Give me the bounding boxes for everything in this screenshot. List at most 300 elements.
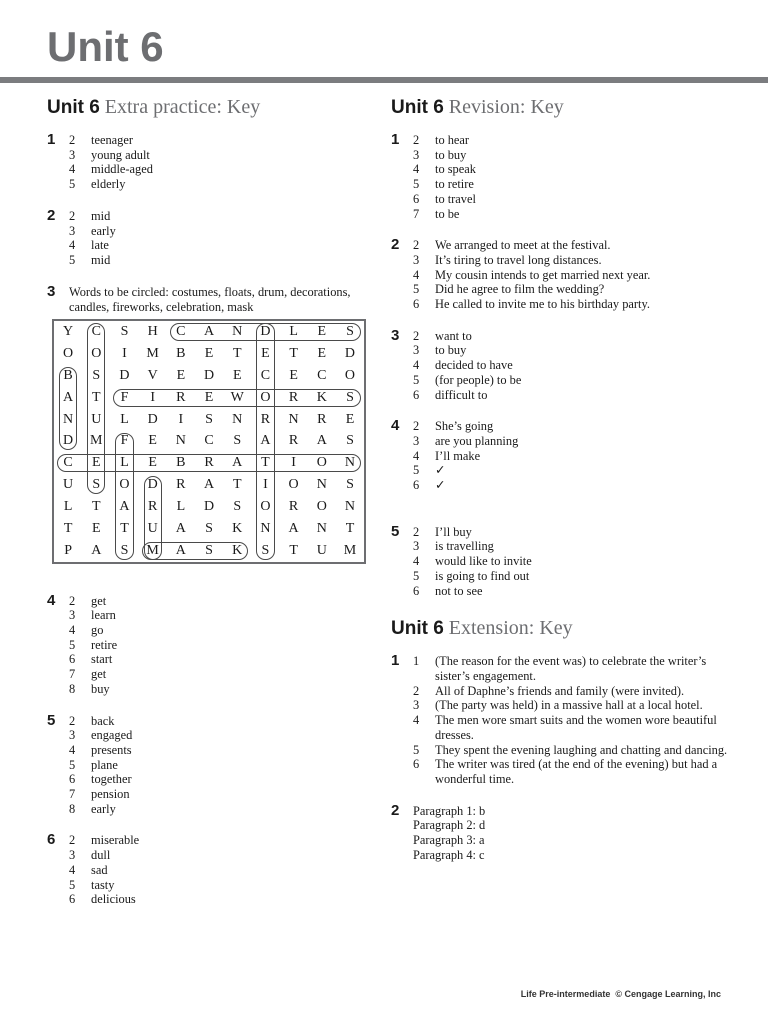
grid-letter: D	[147, 411, 158, 427]
answer-text: to travel	[435, 191, 476, 206]
answer-number: 5	[69, 757, 76, 772]
answer-item	[413, 654, 736, 683]
grid-letter: E	[289, 367, 298, 383]
answer-text: All of Daphne’s friends and family (were invited).	[435, 683, 685, 698]
grid-letter: I	[150, 389, 155, 405]
answer-number: 4	[69, 862, 76, 877]
answer-text: to be	[435, 206, 460, 221]
answer-item	[413, 207, 736, 222]
grid-letter: K	[316, 389, 327, 405]
answer-item	[413, 478, 736, 493]
revision-exercise-2: 2 2 We arranged to meet at the festival. 3 It’s tiring to travel long distances. 4 My cousin intends to get married next year. 5 Did he agree to film the wedding? 6 He called to invite me to his birthday party.	[391, 238, 736, 312]
answer-text: presents	[91, 742, 132, 757]
answer-text: would like to invite	[435, 554, 532, 569]
answer-item	[69, 682, 367, 697]
answer-number: 4	[413, 448, 420, 463]
grid-letter: O	[316, 455, 327, 471]
grid-letter: N	[63, 411, 74, 427]
grid-letter: N	[316, 477, 327, 493]
answer-text: buy	[91, 681, 110, 696]
grid-letter: E	[148, 433, 157, 449]
answer-text: My cousin intends to get married next year.	[435, 267, 651, 282]
answer-text: is travelling	[435, 539, 494, 554]
answer-number: 6	[413, 583, 420, 598]
answer-item	[413, 584, 736, 599]
answer-item	[69, 209, 367, 224]
answer-item	[69, 148, 367, 163]
grid-letter: V	[147, 367, 158, 383]
answer-item	[413, 434, 736, 449]
answer-text: It’s tiring to travel long distances.	[435, 252, 602, 267]
extra-exercise-2: 2 2 mid 3 early 4 late 5 mid	[47, 209, 367, 268]
answer-number: 2	[413, 133, 420, 147]
grid-letter: U	[63, 477, 74, 493]
extra-exercise-4: 4 2 get 3 learn 4 go 5 retire 6 start 7 get 8 buy	[47, 594, 367, 697]
answer-item	[413, 358, 736, 373]
grid-letter: L	[120, 455, 129, 471]
answer-number: 2	[413, 328, 420, 343]
grid-letter: F	[120, 433, 129, 449]
answer-number: 5	[69, 177, 76, 192]
answer-number: 4	[69, 742, 76, 757]
grid-letter: M	[146, 345, 159, 361]
answer-item	[413, 388, 736, 403]
grid-letter: P	[64, 542, 72, 558]
answer-item	[69, 802, 367, 817]
grid-letter: I	[178, 411, 184, 427]
answer-number: 6	[413, 478, 420, 493]
grid-letter: O	[63, 345, 74, 361]
extension-heading: Unit 6 Extension: Key	[391, 617, 573, 640]
answer-item	[413, 419, 736, 434]
answer-item	[69, 833, 367, 848]
answer-text: difficult to	[435, 387, 488, 402]
answer-number: 5	[413, 282, 420, 297]
grid-letter: I	[122, 345, 127, 361]
answer-text: decided to have	[435, 358, 513, 373]
grid-letter: S	[261, 542, 270, 558]
grid-letter: E	[345, 411, 355, 427]
answer-text: learn	[91, 608, 116, 623]
grid-letter: C	[317, 367, 327, 383]
grid-letter: A	[232, 455, 243, 471]
grid-letter: C	[260, 367, 271, 383]
grid-letter: H	[147, 323, 158, 339]
grid-letter: U	[91, 411, 102, 427]
grid-letter: D	[63, 433, 74, 449]
answer-text: pension	[91, 787, 130, 802]
answer-item	[413, 177, 736, 192]
answer-number: 7	[413, 206, 420, 221]
grid-letter: N	[288, 411, 299, 427]
revision-column	[391, 94, 736, 862]
answer-text: I’ll buy	[435, 524, 472, 539]
grid-letter: U	[316, 542, 327, 558]
answer-text: Did he agree to film the wedding?	[435, 282, 605, 297]
answer-number: 6	[413, 297, 420, 312]
grid-letter: A	[119, 499, 130, 515]
answer-text: retire	[91, 637, 118, 652]
page-title: Unit 6	[47, 23, 164, 70]
grid-letter: E	[92, 520, 101, 536]
grid-letter: S	[346, 323, 354, 339]
answer-number: 5	[69, 637, 76, 652]
answer-text: early	[91, 223, 116, 238]
answer-number: 2	[413, 683, 420, 698]
answer-number: 2	[69, 593, 76, 608]
extra-practice-heading: Unit 6 Extra practice: Key	[47, 96, 261, 118]
answer-item	[413, 238, 736, 253]
answer-text: together	[91, 772, 132, 787]
answer-text: ✓	[435, 478, 446, 493]
answer-text: to buy	[435, 147, 467, 162]
extra-exercise-3: 3 Words to be circled: costumes, floats, drum, decorations, candles, fireworks, celebration, mask	[47, 285, 367, 316]
grid-letter: T	[63, 520, 73, 536]
answer-number: 2	[413, 419, 420, 434]
grid-letter: E	[232, 367, 242, 383]
grid-letter: R	[204, 455, 214, 471]
grid-letter: O	[91, 345, 102, 361]
grid-letter: N	[232, 411, 243, 427]
answer-item	[413, 148, 736, 163]
grid-letter: C	[63, 455, 73, 471]
grid-letter: O	[260, 499, 271, 515]
exercise-3-instruction: Words to be circled: costumes, floats, drum, decorations, candles, fireworks, celebration, mask	[69, 284, 351, 315]
grid-letter: N	[175, 433, 186, 449]
answer-item	[69, 743, 367, 758]
grid-letter: M	[343, 542, 357, 558]
answer-item	[413, 343, 736, 358]
answer-number: 5	[413, 177, 420, 192]
grid-letter: N	[232, 323, 243, 339]
answer-item	[69, 623, 367, 638]
grid-letter: E	[204, 389, 214, 405]
answer-text: young adult	[91, 147, 150, 162]
answer-item	[69, 652, 367, 667]
grid-letter: T	[261, 455, 270, 471]
answer-number: 3	[413, 147, 420, 162]
answer-item	[69, 758, 367, 773]
grid-letter: S	[205, 542, 213, 558]
answer-text: He called to invite me to his birthday party.	[435, 297, 650, 312]
answer-item	[69, 787, 367, 802]
grid-letter: D	[203, 367, 215, 383]
paragraph-answer: Paragraph 1: b	[413, 803, 486, 818]
grid-letter: A	[175, 520, 186, 536]
grid-letter: A	[316, 433, 327, 449]
answer-number: 3	[413, 539, 420, 554]
revision-exercise-5: 5 2 I’ll buy 3 is travelling 4 would like to invite 5 is going to find out 6 not to see	[391, 525, 736, 599]
answer-text: She’s going	[435, 419, 494, 434]
paragraph-answer: Paragraph 4: c	[413, 847, 485, 862]
answer-item	[413, 463, 736, 478]
answer-text: is going to find out	[435, 568, 530, 583]
answer-item	[69, 863, 367, 878]
grid-letter: E	[204, 345, 214, 361]
answer-item	[69, 177, 367, 192]
answer-number: 4	[413, 267, 420, 282]
answer-text: (for people) to be	[435, 372, 522, 387]
extension-exercise-2: 2 Paragraph 1: b Paragraph 2: d Paragraph 3: a Paragraph 4: c	[391, 804, 736, 863]
answer-item	[69, 253, 367, 268]
answer-text: not to see	[435, 583, 483, 598]
extra-exercise-1: 1 2 teenager 3 young adult 4 middle-aged 5 elderly	[47, 133, 367, 192]
answer-item	[69, 772, 367, 787]
answer-text: The men wore smart suits and the women wore beautiful dresses.	[435, 713, 717, 742]
revision-exercise-1: 1 2 to hear 3 to buy 4 to speak 5 to retire 6 to travel 7 to be	[391, 133, 736, 221]
answer-item	[413, 282, 736, 297]
answer-item	[69, 878, 367, 893]
answer-text: get	[91, 593, 107, 608]
answer-number: 3	[413, 433, 420, 448]
answer-text: The writer was tired (at the end of the evening) but had a wonderful time.	[435, 757, 718, 786]
answer-item	[69, 608, 367, 623]
grid-letter: O	[344, 367, 356, 383]
grid-letter: B	[63, 367, 73, 383]
grid-letter: A	[288, 520, 299, 536]
answer-item	[69, 714, 367, 729]
answer-item	[413, 268, 736, 283]
grid-letter: D	[344, 345, 356, 361]
grid-letter: M	[90, 433, 103, 449]
grid-letter: I	[291, 455, 296, 471]
grid-letter: S	[120, 542, 129, 558]
revision-heading: Unit 6 Revision: Key	[391, 96, 564, 118]
grid-letter: S	[233, 433, 242, 449]
header-rule	[0, 77, 768, 83]
grid-letter: T	[120, 520, 129, 536]
answer-item	[69, 848, 367, 863]
grid-letter: R	[260, 411, 271, 427]
grid-letter: E	[317, 323, 327, 339]
grid-letter: T	[289, 345, 298, 361]
answer-text: engaged	[91, 728, 133, 743]
answer-text: mid	[91, 208, 111, 223]
grid-letter: B	[176, 455, 186, 471]
answer-number: 8	[69, 801, 76, 816]
answer-number: 2	[413, 524, 420, 539]
paragraph-answer: Paragraph 3: a	[413, 833, 485, 848]
grid-letter: R	[317, 411, 327, 427]
grid-letter: R	[288, 433, 299, 449]
grid-letter: F	[120, 389, 129, 405]
grid-letter: K	[232, 542, 243, 558]
answer-number: 4	[413, 162, 420, 177]
answer-text: tasty	[91, 877, 115, 892]
answer-item	[413, 297, 736, 312]
answer-item	[69, 162, 367, 177]
answer-number: 4	[413, 713, 420, 728]
answer-text: ✓	[435, 463, 446, 478]
answer-number: 2	[69, 208, 76, 223]
answer-item	[413, 192, 736, 207]
answer-item	[413, 539, 736, 554]
answer-number: 3	[413, 698, 420, 713]
answer-number: 6	[69, 652, 76, 667]
answer-text: middle-aged	[91, 162, 153, 177]
answer-number: 4	[413, 554, 420, 569]
answer-text: (The party was held) in a massive hall at a local hotel.	[435, 698, 703, 713]
grid-letter: A	[203, 477, 215, 493]
answer-number: 3	[413, 343, 420, 358]
grid-letter: O	[119, 477, 130, 493]
answer-text: go	[91, 623, 104, 638]
answer-number: 3	[69, 147, 76, 162]
grid-letter: T	[289, 542, 298, 558]
answer-item	[413, 133, 736, 148]
extra-exercise-6: 6 2 miserable 3 dull 4 sad 5 tasty 6 delicious	[47, 833, 367, 907]
grid-letter: N	[344, 499, 356, 515]
grid-letter: S	[233, 499, 242, 515]
answer-text: mid	[91, 252, 111, 267]
answer-number: 5	[413, 742, 420, 757]
answer-number: 2	[69, 713, 76, 728]
grid-letter: C	[204, 433, 214, 449]
grid-letter: R	[176, 477, 186, 493]
grid-letter: E	[261, 345, 270, 361]
grid-letter: S	[92, 477, 101, 493]
answer-text: I’ll make	[435, 448, 481, 463]
extension-exercise-1: 1 1 (The reason for the event was) to celebrate the writer’s sister’s engagement. 2 All of Daphne’s friends and family (were invited). 3 (The party was held) in a massive hall at a local hotel. 4 The men wore smart suits and the women wore beautiful dresses. 5 They spent the evening laughing and chatting and dancing. 6 The writer was tired (at the end of the evening) but had a wonderful time.	[391, 654, 736, 786]
answer-item	[413, 449, 736, 464]
answer-text: plane	[91, 757, 118, 772]
answer-text: They spent the evening laughing and chatting and dancing.	[435, 742, 728, 757]
answer-text: to buy	[435, 343, 467, 358]
answer-number: 8	[69, 681, 76, 696]
revision-exercise-4: 4 2 She’s going 3 are you planning 4 I’ll make 5 ✓ 6 ✓	[391, 419, 736, 493]
answer-number: 4	[69, 162, 76, 177]
answer-text: are you planning	[435, 433, 519, 448]
paragraph-answers	[413, 804, 736, 863]
answer-item	[69, 238, 367, 253]
grid-letter: S	[205, 520, 213, 536]
answer-item	[413, 525, 736, 540]
answer-text: to retire	[435, 177, 474, 192]
grid-letter: Y	[63, 323, 74, 339]
answer-text: late	[91, 238, 109, 253]
answer-number: 6	[413, 757, 420, 772]
answer-text: to hear	[435, 133, 470, 147]
grid-letter: B	[176, 345, 186, 361]
answer-item	[413, 757, 736, 786]
grid-letter: L	[120, 411, 129, 427]
grid-letter: L	[176, 499, 186, 515]
answer-text: to speak	[435, 162, 476, 177]
grid-letter: C	[176, 323, 186, 339]
answer-number: 5	[413, 568, 420, 583]
grid-letter: R	[288, 499, 299, 515]
grid-letter: O	[316, 499, 327, 515]
answer-item	[69, 892, 367, 907]
paragraph-answer: Paragraph 2: d	[413, 818, 486, 833]
footer: Life Pre-intermediate © Cengage Learning, Inc	[520, 989, 721, 999]
answer-number: 2	[413, 238, 420, 253]
answer-number: 6	[69, 892, 76, 907]
grid-letter: C	[91, 323, 101, 339]
grid-letter: W	[230, 389, 244, 405]
grid-letter: A	[260, 433, 271, 449]
grid-letter: T	[345, 520, 355, 536]
answer-number: 5	[413, 372, 420, 387]
answer-number: 3	[69, 728, 76, 743]
grid-letter: R	[288, 389, 299, 405]
answer-number: 6	[413, 387, 420, 402]
answer-number: 3	[69, 223, 76, 238]
answer-item	[69, 224, 367, 239]
grid-letter: T	[92, 389, 101, 405]
answer-number: 4	[69, 623, 76, 638]
grid-letter: S	[346, 477, 354, 493]
answer-text: teenager	[91, 133, 133, 147]
answer-text: want to	[435, 328, 472, 343]
answer-text: sad	[91, 862, 108, 877]
extra-exercise-5: 5 2 back 3 engaged 4 presents 5 plane 6 together 7 pension 8 early	[47, 714, 367, 817]
grid-letter: N	[316, 520, 327, 536]
grid-letter: N	[260, 520, 271, 536]
grid-letter: A	[91, 542, 102, 558]
grid-letter: S	[205, 411, 213, 427]
answer-item	[69, 594, 367, 609]
grid-letter: R	[147, 499, 158, 515]
answer-number: 3	[69, 848, 76, 863]
grid-letter: S	[346, 389, 354, 405]
answer-number: 2	[69, 833, 76, 848]
answer-number: 2	[69, 133, 76, 147]
grid-letter: A	[63, 389, 74, 405]
answer-number: 3	[413, 252, 420, 267]
grid-letter: R	[176, 389, 186, 405]
grid-letter: D	[260, 323, 271, 339]
grid-letter: S	[120, 323, 129, 339]
answer-item	[69, 133, 367, 148]
answer-item	[413, 162, 736, 177]
answer-text: back	[91, 713, 115, 728]
grid-letter: O	[260, 389, 271, 405]
grid-letter: A	[203, 323, 215, 339]
answer-item	[413, 684, 736, 699]
grid-letter: S	[346, 433, 354, 449]
grid-letter: E	[317, 345, 327, 361]
answer-item	[69, 638, 367, 653]
grid-letter: A	[175, 542, 186, 558]
answer-item	[413, 373, 736, 388]
grid-letter: T	[92, 499, 101, 515]
answer-item	[413, 569, 736, 584]
answer-text: elderly	[91, 177, 126, 192]
answer-item	[413, 329, 736, 344]
answer-number: 7	[69, 667, 76, 682]
answer-number: 3	[69, 608, 76, 623]
grid-letter: D	[147, 477, 158, 493]
grid-letter: D	[119, 367, 130, 383]
grid-letter: E	[176, 367, 186, 383]
grid-letter: D	[203, 499, 215, 515]
answer-text: miserable	[91, 833, 140, 848]
grid-letter: L	[63, 499, 73, 515]
answer-item	[413, 713, 736, 742]
answer-item	[413, 253, 736, 268]
grid-letter: O	[288, 477, 299, 493]
answer-item	[69, 728, 367, 743]
answer-text: dull	[91, 848, 111, 863]
grid-letter: E	[148, 455, 157, 471]
answer-text: start	[91, 652, 113, 667]
answer-number: 7	[69, 787, 76, 802]
grid-letter: M	[146, 542, 159, 558]
answer-text: early	[91, 801, 116, 816]
answer-number: 5	[69, 252, 76, 267]
answer-item	[413, 698, 736, 713]
